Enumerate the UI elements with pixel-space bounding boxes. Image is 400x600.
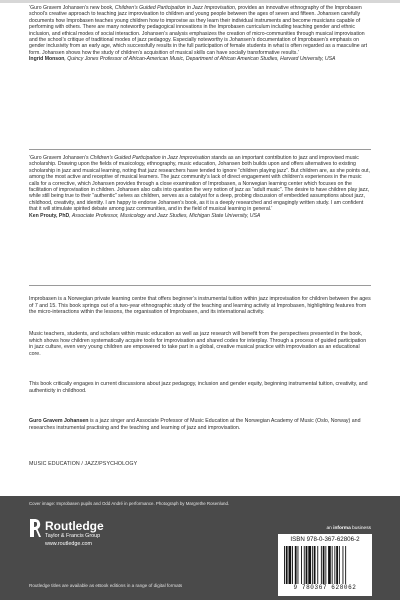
endorsement-1-attribution: Ingrid Monson, Quincy Jones Professor of African-American Music, Department of African American Studies, Harvard University, USA (29, 56, 336, 63)
endorsement-2-attribution: Ken Prouty, PhD, Associate Professor, Musicology and Jazz Studies, Michigan State University, USA (29, 212, 261, 219)
description (29, 381, 371, 394)
description-paragraph: Music teachers, students, and scholars within music education as well as jazz research will benefit from the perspectives presented in the book, which shows how children systematically acquire tools for improvisation and shared codes for interplay. Through a process of guided participation in jazz culture, even very young children are empowered to take part in a global, creative musical practice with improvisation as an educational core. (29, 331, 367, 357)
divider (29, 149, 371, 150)
ebook-note: Routledge titles are available as eBook editions in a range of digital formats (29, 583, 183, 588)
subject-category: MUSIC EDUCATION / JAZZ/PSYCHOLOGY (29, 461, 138, 467)
publisher-group: Taylor & Francis Group (45, 533, 101, 539)
isbn: ISBN 978-0-367-62806-2 (290, 536, 360, 543)
endorser-name: Ken Prouty, PhD (29, 212, 70, 219)
endorsement-2-quote: ‘Guro Gravem Johansen’s Children’s Guided Participation in Jazz Improvisation stands as an important contribution to jazz and improvised music scholarship. Drawing upon the fields of musicology, ethnography, music education, Johansen both builds upon and offers alternatives to existing scholarship in jazz and musical learning, noting that jazz researchers have tended to ignore “children playing jazz”. But children are, as she points out, among the most active and receptive of musical learners. The jazz community’s lack of direct engagement with children’s experiences in the music calls for a corrective, which Johansen provides through a close examination of Improbasen, a Norwegian learning center which focuses on the facilitation of improvisation in children. Johansen also calls into question the very notion of jazz as “adult music”. The desire to have children play jazz, while still being true to their “authentic” selves as children, serves as a catalyst for a deep, probing discussion of embedded assumptions about jazz, childhood, creativity, and identity. I am happy to endorse Johansen’s book, as it is a deeply researched and engagingly written study. I am confident that it will stimulate spirited debate among jazz communities, and in the field of musical learning in general.’ (29, 155, 370, 213)
publisher-footer (0, 496, 400, 600)
cover-credit: Cover image: Improbasen pupils and Odd André in performance. Photograph by Margrethe Rosenlund. (29, 501, 230, 506)
author-name: Guro Gravem Johansen (29, 418, 89, 424)
endorser-role: Associate Professor, Musicology and Jazz Studies, Michigan State University, USA (71, 212, 261, 219)
barcode (278, 534, 372, 596)
description (29, 296, 371, 316)
barcode-bars (284, 546, 366, 584)
endorsement-1 (29, 5, 371, 63)
routledge-logo-icon (29, 518, 42, 538)
endorsement-1-quote: ‘Guro Gravem Johansen’s new book, Children’s Guided Participation in Jazz Improvisation, provides an innovative ethnography of the Improbasen school’s creative approach to teaching jazz improvisation to children and young people between the ages of seven and fifteen. Johansen carefully documents how Improbasen teaches young children how to improvise as they learn their individual instruments and become musicians capable of performing with others. There are many noteworthy pedagogical innovations in the Improbasen curriculum including teaching gender and ethnic inclusion, and ethical modes of social interaction. Johansen’s analysis emphasizes the creation of micro-communities through musical improvisation and the school’s critique of traditional modes of jazz pedagogy. Especially noteworthy is Johansen’s documentation of Improbasen’s emphasis on gender inclusivity from an early age, which successfully results in the full participation of female students in what is often regarded as a masculine art form. Johansen shows how the study of children’s acquisition of musical skills can have socially transformative results.’ (29, 5, 368, 56)
description (29, 331, 371, 357)
routledge-logo (29, 518, 169, 562)
book-title: Children’s Guided Participation in Jazz Improvisation (114, 5, 235, 11)
endorsement-2 (29, 155, 371, 219)
divider (29, 285, 371, 286)
publisher-url[interactable]: www.routledge.com (45, 541, 93, 547)
author-bio (29, 418, 371, 431)
author-bio-text: is a jazz singer and Associate Professor of Music Education at the Norwegian Academy of Music (Oslo, Norway) and researches instrumental practising and the teaching and learning of jazz and improvisation. (29, 418, 361, 431)
description-paragraph: This book critically engages in current discussions about jazz pedagogy, inclusion and gender equity, beginning instrumental tuition, creativity, and authenticity in childhood. (29, 381, 368, 394)
endorser-name: Ingrid Monson (29, 56, 65, 63)
book-title: Children’s Guided Participation in Jazz Improvisation (90, 155, 210, 161)
publisher-name: Routledge (45, 519, 104, 533)
description-paragraph: Improbasen is a Norwegian private learning centre that offers beginner’s instrumental tuition within jazz improvisation for children between the ages of 7 and 15. This book springs out of a two-year ethnographic study of the teaching and learning activity at Improbasen, highlighting features from the micro-interactions within the lessons, the organisation of Improbasen, and its international activity. (29, 296, 371, 316)
endorser-role: Quincy Jones Professor of African-American Music, Department of African American Studies, Harvard University, USA (67, 56, 336, 63)
informa-tag: an informa business (326, 526, 371, 531)
barcode-digits: 9 780367 628062 (293, 584, 357, 591)
top-strip (0, 0, 400, 3)
